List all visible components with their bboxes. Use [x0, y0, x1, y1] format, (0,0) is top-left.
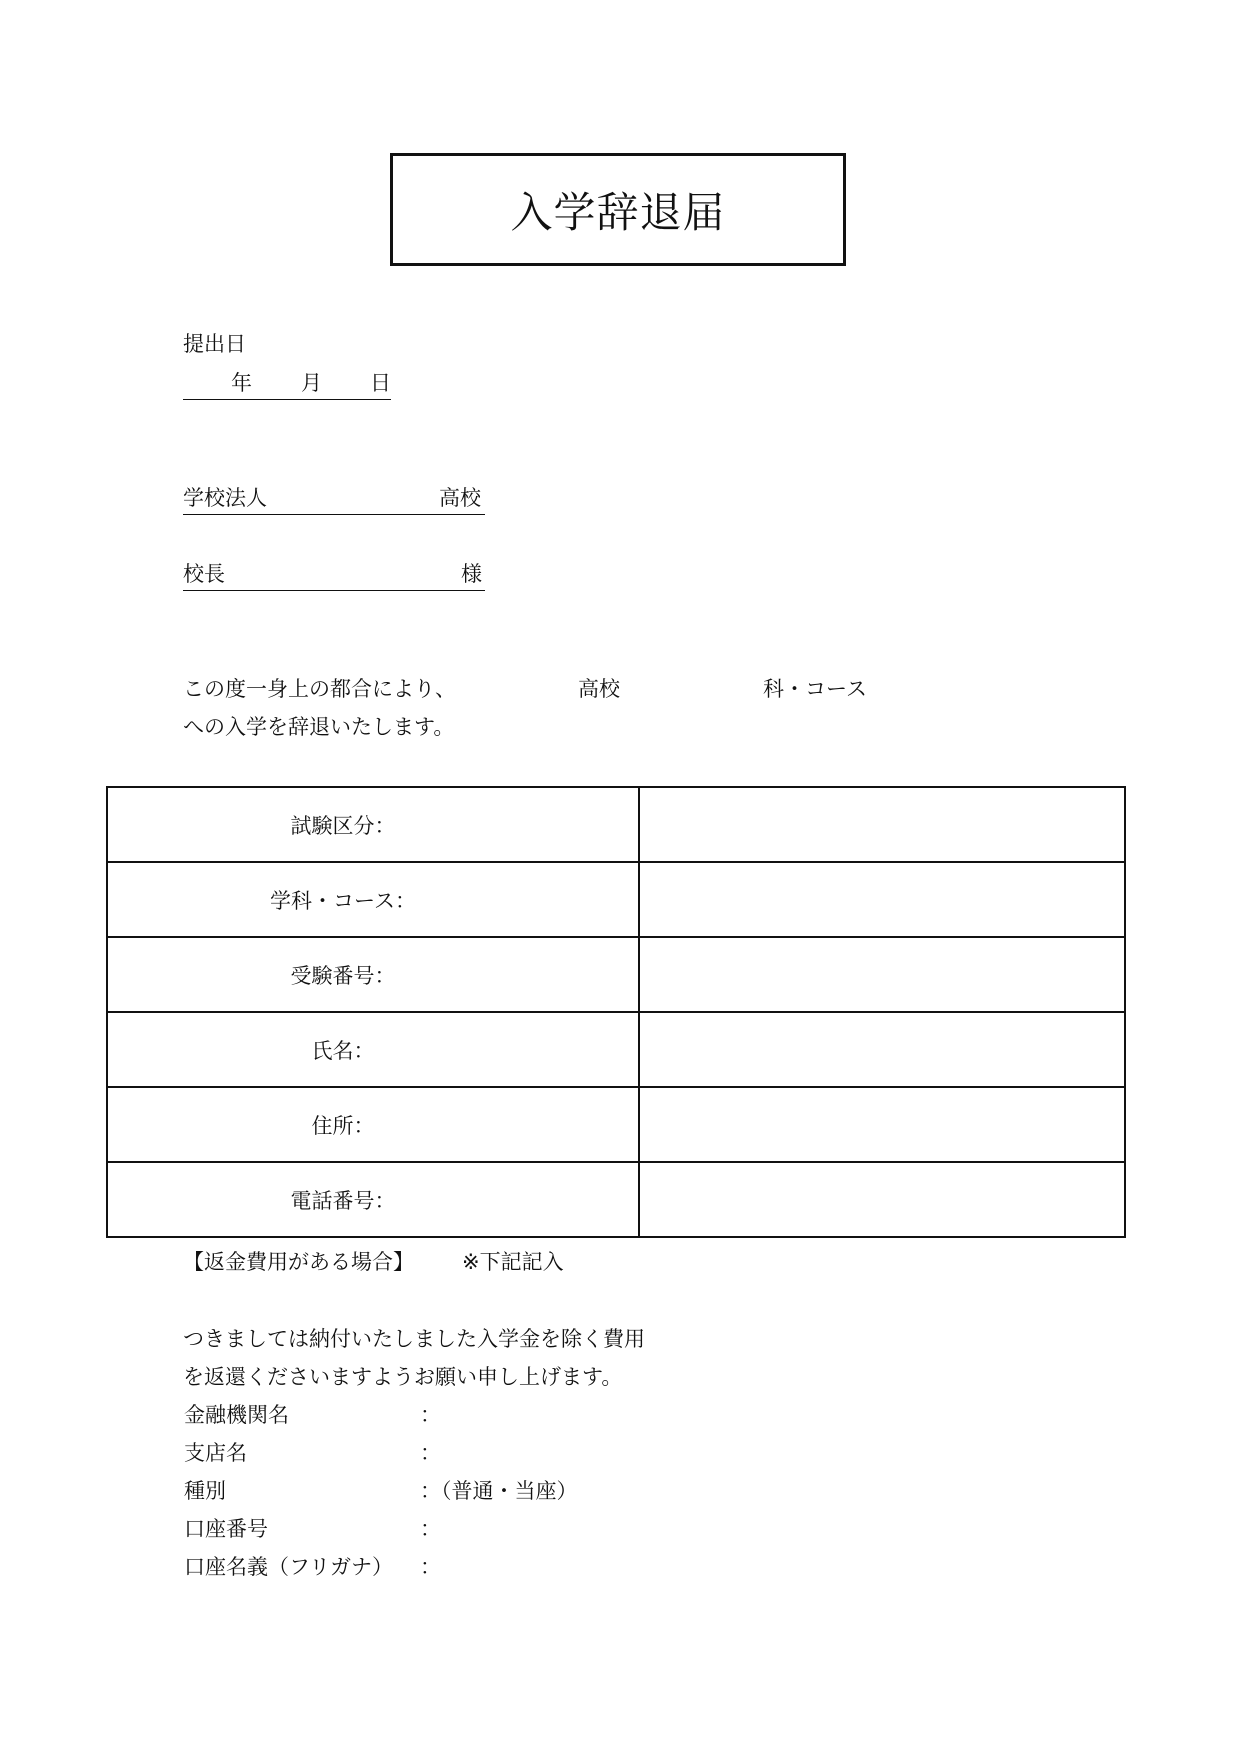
- submission-date-label: 提出日: [183, 332, 246, 356]
- name-value-cell[interactable]: [639, 1012, 1125, 1087]
- account-number-label: 口座番号: [184, 1517, 268, 1541]
- refund-paragraph-line2: を返還くださいますようお願い申し上げます。: [183, 1365, 623, 1389]
- statement-line2-text: への入学を辞退いたします。: [183, 715, 455, 739]
- submission-date-field[interactable]: [183, 369, 391, 400]
- name-label: 氏名：: [311, 1038, 375, 1063]
- principal-field[interactable]: [183, 560, 485, 591]
- phone-value-cell[interactable]: [639, 1162, 1125, 1237]
- table-row: [107, 1087, 1125, 1162]
- bank-name-value: ：: [420, 1403, 441, 1427]
- table-row: [107, 937, 1125, 1012]
- exam-number-label: 受験番号：: [290, 963, 396, 988]
- statement-line1-text: この度一身上の都合により、: [183, 677, 456, 701]
- account-type-label: 種別: [184, 1479, 226, 1503]
- address-label-cell: [107, 1087, 639, 1162]
- principal-suffix: 様: [461, 562, 482, 586]
- account-holder-value: ：: [420, 1555, 441, 1579]
- table-row: [107, 787, 1125, 862]
- school-corporation-suffix: 高校: [439, 486, 481, 510]
- school-corporation-prefix: 学校法人: [183, 486, 267, 510]
- table-row: [107, 1012, 1125, 1087]
- date-day-label: 日: [370, 371, 391, 395]
- document-title: 入学辞退届: [510, 187, 726, 237]
- date-year-label: 年: [231, 371, 252, 395]
- refund-paragraph-line1: つきましては納付いたしました入学金を除く費用: [183, 1327, 645, 1351]
- address-label: 住所：: [311, 1113, 375, 1138]
- table-row: [107, 862, 1125, 937]
- refund-heading: 【返金費用がある場合】: [183, 1250, 414, 1274]
- date-month-label: 月: [301, 371, 322, 395]
- account-number-value: ：: [420, 1517, 441, 1541]
- department-course-label: 学科・コース：: [270, 888, 416, 913]
- phone-label: 電話番号：: [290, 1188, 396, 1213]
- branch-name-value: ：: [420, 1441, 441, 1465]
- exam-number-label-cell: [107, 937, 639, 1012]
- phone-label-cell: [107, 1162, 639, 1237]
- document-title-box: [390, 153, 846, 266]
- statement-school-label: 高校: [578, 677, 620, 701]
- exam-category-value-cell[interactable]: [639, 787, 1125, 862]
- applicant-info-table: [106, 786, 1126, 1238]
- exam-category-label-cell: [107, 787, 639, 862]
- principal-prefix: 校長: [183, 562, 225, 586]
- address-value-cell[interactable]: [639, 1087, 1125, 1162]
- refund-note: ※下記記入: [462, 1250, 564, 1274]
- department-course-label-cell: [107, 862, 639, 937]
- exam-number-value-cell[interactable]: [639, 937, 1125, 1012]
- branch-name-label: 支店名: [184, 1441, 247, 1465]
- department-course-value-cell[interactable]: [639, 862, 1125, 937]
- table-row: [107, 1162, 1125, 1237]
- name-label-cell: [107, 1012, 639, 1087]
- exam-category-label: 試験区分：: [290, 813, 396, 838]
- account-holder-label: 口座名義（フリガナ）: [184, 1555, 393, 1579]
- statement-course-label: 科・コース: [763, 677, 867, 701]
- school-corporation-field[interactable]: [183, 484, 485, 515]
- account-type-value: ：（普通・当座）: [420, 1479, 578, 1503]
- bank-name-label: 金融機関名: [184, 1403, 289, 1427]
